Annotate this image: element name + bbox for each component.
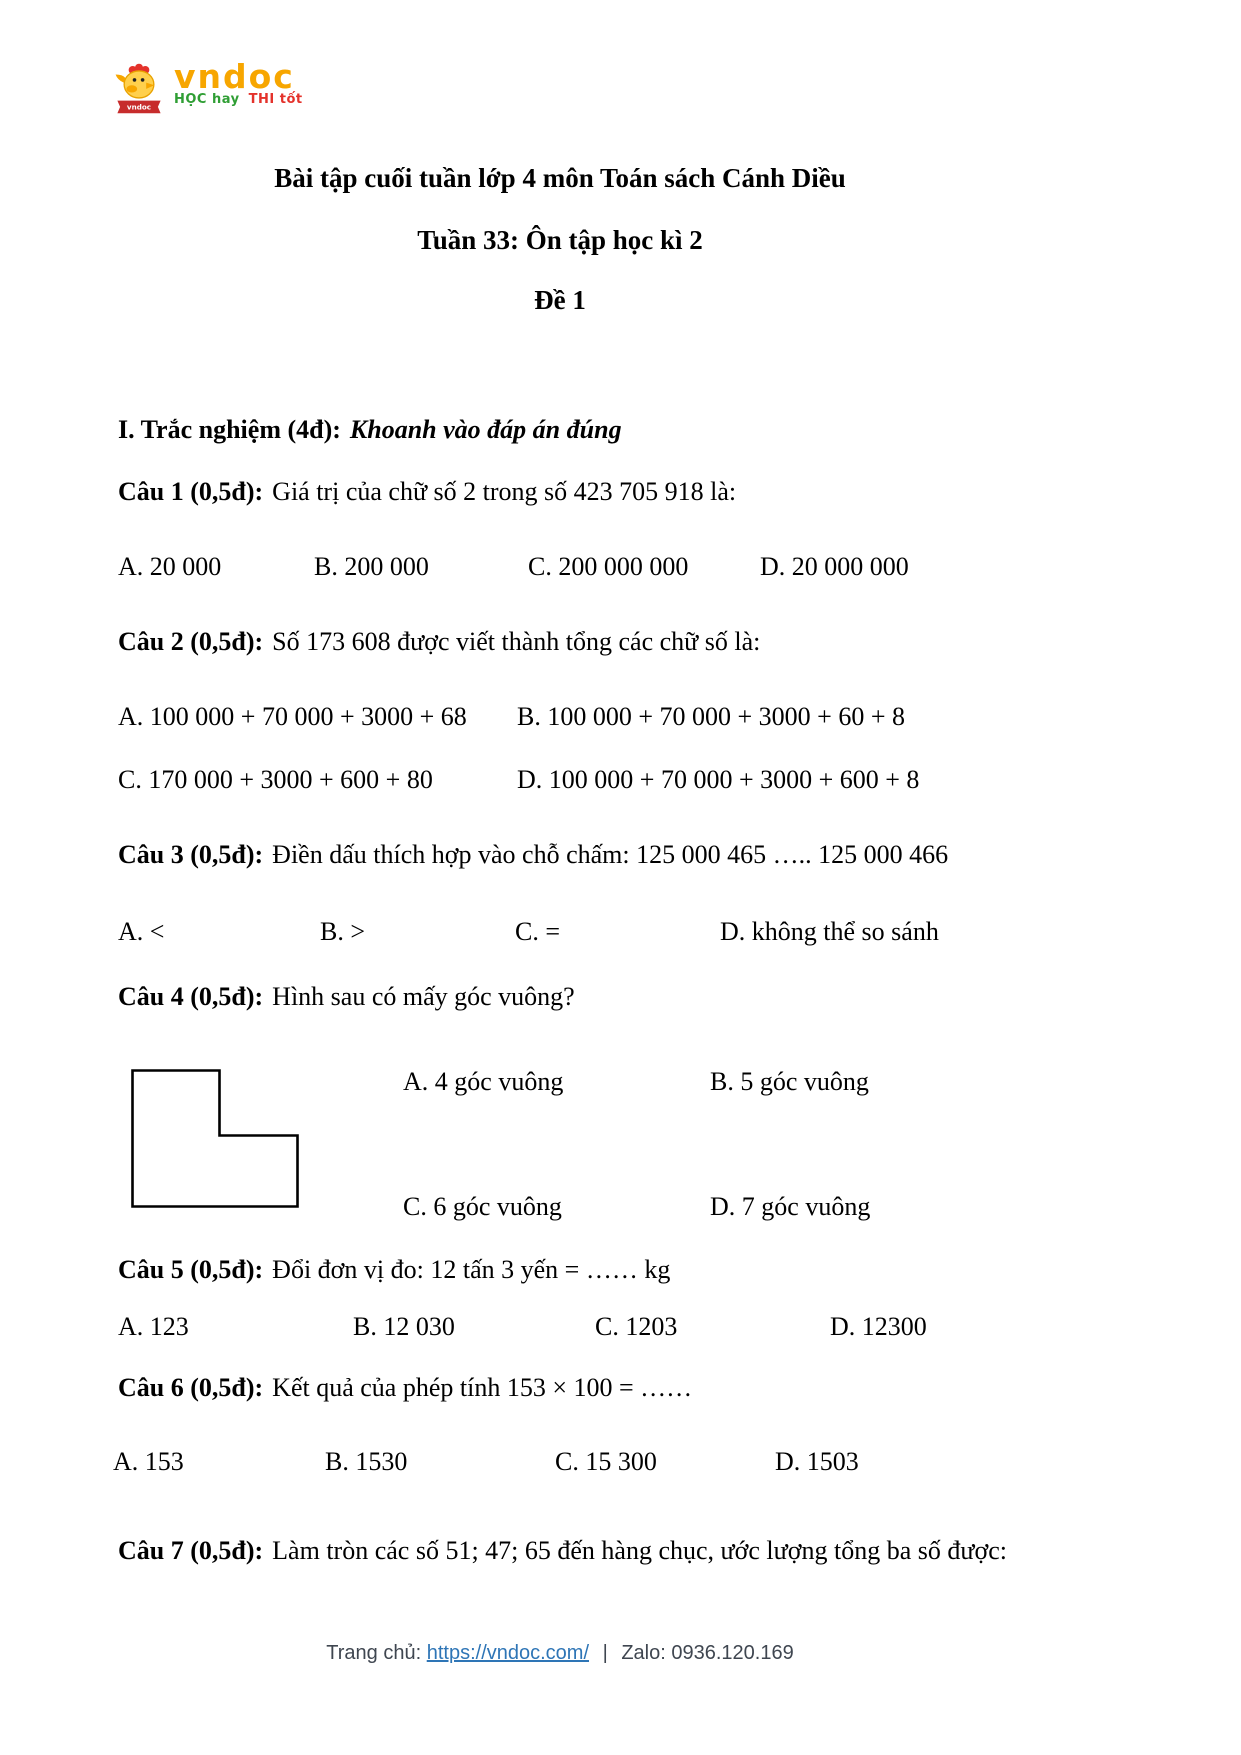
question-3-text: Điền dấu thích hợp vào chỗ chấm: 125 000 465 ….. 125 000 466 (272, 840, 949, 869)
option-b: B. 5 góc vuông (710, 1067, 869, 1096)
question-4-text: Hình sau có mấy góc vuông? (272, 982, 575, 1011)
section-1-label: I. Trắc nghiệm (4đ): (118, 415, 341, 444)
question-4-heading (118, 980, 1141, 1014)
question-6-text: Kết quả của phép tính 153 × 100 = …… (272, 1373, 693, 1402)
option-d: D. 20 000 000 (760, 552, 909, 581)
logo-brand: vndoc (174, 57, 295, 96)
question-3-heading (118, 838, 1141, 872)
option-c: C. 6 góc vuông (403, 1192, 562, 1221)
page-footer (0, 1642, 1120, 1665)
question-3-options (118, 915, 1141, 949)
question-2-text: Số 173 608 được viết thành tổng các chữ số là: (272, 627, 761, 656)
option-a: A. 153 (113, 1447, 184, 1476)
doc-subtitle: Tuần 33: Ôn tập học kì 2 (417, 225, 703, 255)
question-1-options (118, 550, 1141, 584)
exam-title: Đề 1 (534, 285, 586, 315)
question-1-text: Giá trị của chữ số 2 trong số 423 705 918 là: (272, 477, 737, 506)
question-4-label: Câu 4 (0,5đ): (118, 982, 264, 1011)
option-c: C. 170 000 + 3000 + 600 + 80 (118, 765, 433, 794)
option-b: B. 200 000 (314, 552, 429, 581)
option-d: D. 7 góc vuông (710, 1192, 871, 1221)
question-7-text: Làm tròn các số 51; 47; 65 đến hàng chục, ước lượng tổng ba số được: (272, 1536, 1007, 1565)
option-c: C. 15 300 (555, 1447, 657, 1476)
question-5-label: Câu 5 (0,5đ): (118, 1255, 264, 1284)
option-c: C. 1203 (595, 1312, 678, 1341)
option-b: B. 1530 (325, 1447, 408, 1476)
question-5-options (118, 1310, 1141, 1344)
doc-title: Bài tập cuối tuần lớp 4 môn Toán sách Cánh Diều (274, 163, 846, 193)
logo-tagline-red: THI tốt (248, 92, 303, 107)
question-3-label: Câu 3 (0,5đ): (118, 840, 264, 869)
option-d: D. không thể so sánh (720, 917, 939, 946)
question-5-text: Đổi đơn vị đo: 12 tấn 3 yến = …… kg (272, 1255, 671, 1284)
logo-banner-text: vndoc (126, 102, 152, 112)
question-7-label: Câu 7 (0,5đ): (118, 1536, 264, 1565)
option-b: B. > (320, 917, 366, 946)
footer-zalo: Zalo: 0936.120.169 (621, 1642, 794, 1664)
option-a: A. 20 000 (118, 552, 222, 581)
footer-home-label: Trang chủ: (326, 1642, 422, 1664)
option-d: D. 100 000 + 70 000 + 3000 + 600 + 8 (517, 765, 920, 794)
question-4-figure-block (118, 1050, 1141, 1220)
option-b: B. 12 030 (353, 1312, 455, 1341)
option-c: C. 200 000 000 (528, 552, 689, 581)
footer-home-link[interactable]: https://vndoc.com/ (426, 1642, 590, 1664)
question-7-heading (118, 1522, 1128, 1580)
option-a: A. < (118, 917, 165, 946)
question-2-label: Câu 2 (0,5đ): (118, 627, 264, 656)
question-6-label: Câu 6 (0,5đ): (118, 1373, 264, 1402)
option-d: D. 12300 (830, 1312, 927, 1341)
question-2-options-row-1 (118, 700, 1141, 734)
option-d: D. 1503 (775, 1447, 859, 1476)
option-a: A. 123 (118, 1312, 189, 1341)
footer-separator: | (602, 1642, 608, 1664)
logo-text (174, 57, 303, 107)
question-2-heading (118, 625, 1141, 659)
polygon-figure (131, 1069, 301, 1208)
chicken-mascot-icon (112, 62, 166, 114)
section-1-instruction: Khoanh vào đáp án đúng (349, 415, 622, 444)
vndoc-logo (112, 57, 303, 114)
question-5-heading (118, 1253, 1141, 1287)
question-2-options-row-2 (118, 763, 1141, 797)
question-1-heading (118, 475, 1141, 509)
option-c: C. = (515, 917, 561, 946)
option-a: A. 4 góc vuông (403, 1067, 564, 1096)
question-6-heading (118, 1371, 1141, 1405)
section-1-heading (118, 413, 1141, 447)
option-b: B. 100 000 + 70 000 + 3000 + 60 + 8 (517, 702, 905, 731)
logo-tagline (174, 92, 303, 107)
logo-tagline-green: HỌC hay (174, 92, 240, 107)
option-a: A. 100 000 + 70 000 + 3000 + 68 (118, 702, 467, 731)
question-6-options (113, 1445, 1141, 1479)
question-1-label: Câu 1 (0,5đ): (118, 477, 264, 506)
